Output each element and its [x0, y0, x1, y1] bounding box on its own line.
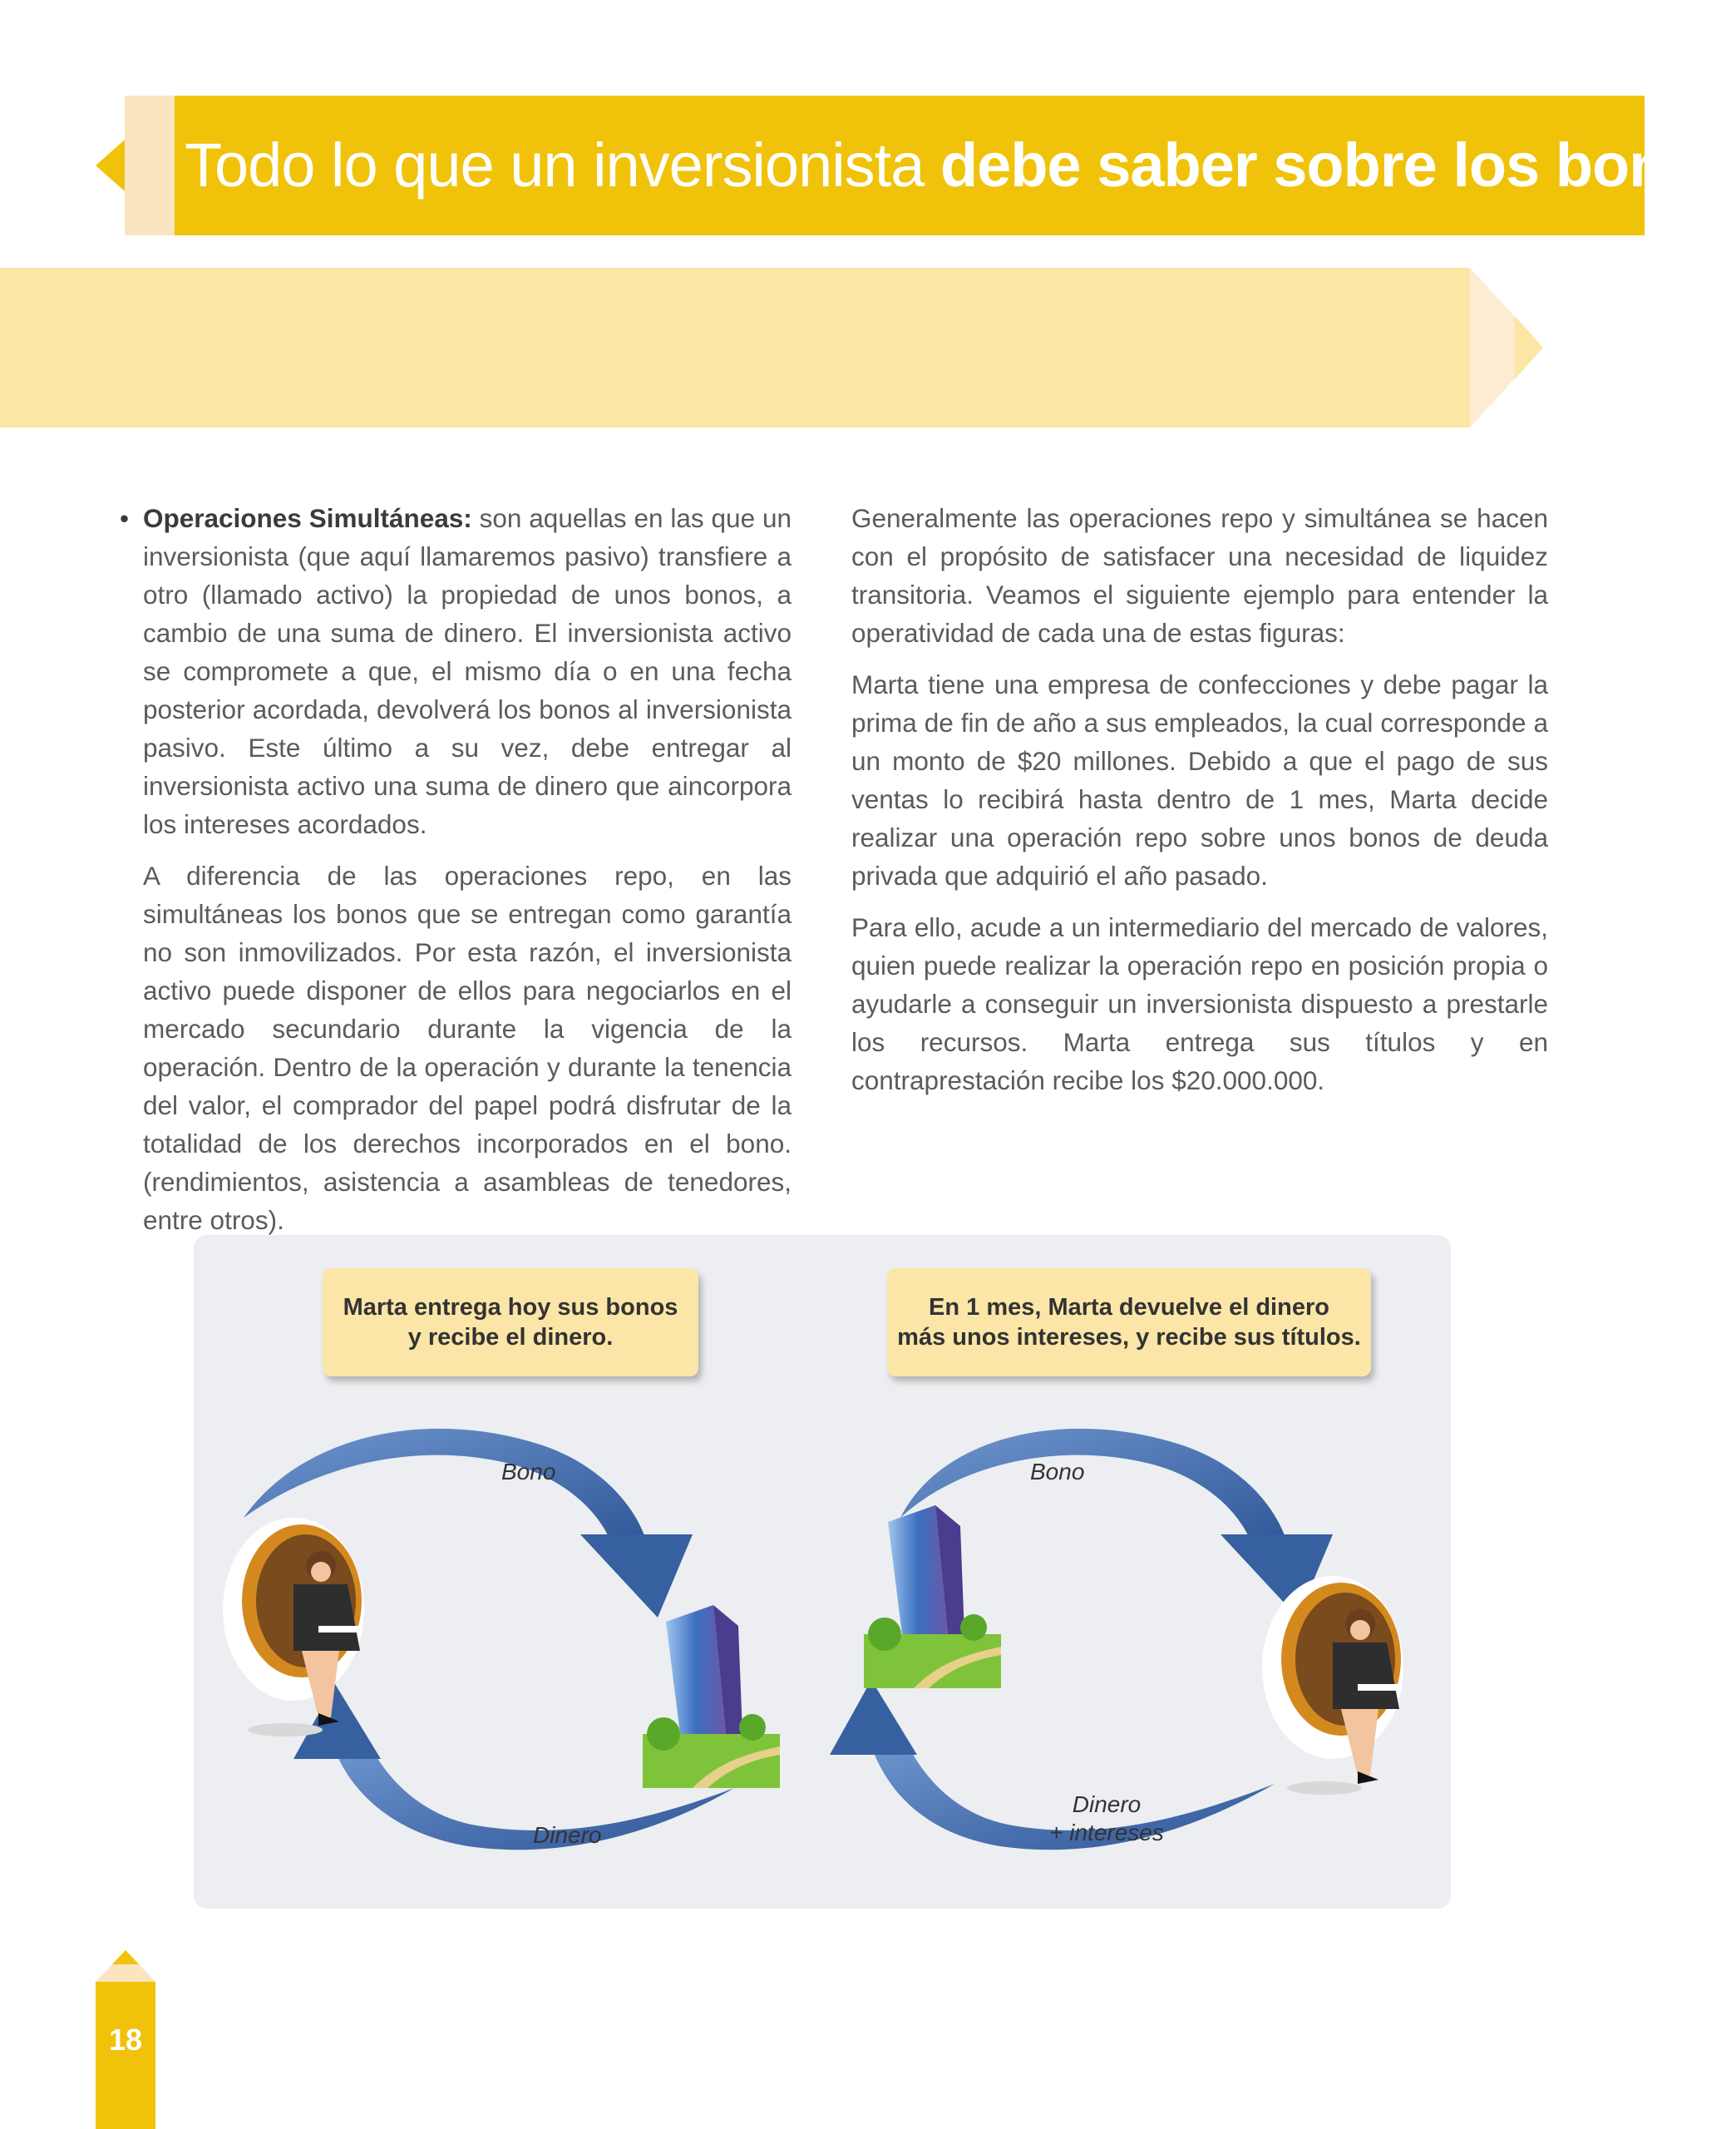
left-note-box — [323, 1268, 698, 1376]
left-paragraph-1-text: son aquellas en las que un inversionista (que aquí llamaremos pasivo) transfiere a otro (llamado activo) la propiedad de unos bonos, a cambio de una suma de dinero. El inversionista activo se compromete a que, el mismo día o en una fecha posterior acordada, devolverá los bonos al inversionista pasivo. Este último a su vez, debe entregar al inversionista activo una suma de dinero que aincorpora los intereses acordados. — [143, 503, 792, 839]
right-dinero-label-line-2: + intereses — [1049, 1820, 1164, 1845]
left-bono-label: Bono — [501, 1459, 556, 1484]
right-paragraph-1: Generalmente las operaciones repo y simultánea se hacen con el propósito de satisfacer una necesidad de liquidez transitoria. Veamos el siguiente ejemplo para entender la operatividad de cada una de estas figuras: — [851, 503, 1548, 648]
left-note-line-1: Marta entrega hoy sus bonos — [343, 1294, 678, 1321]
right-building-illustration — [864, 1505, 1001, 1688]
left-note-line-2: y recibe el dinero. — [407, 1324, 614, 1351]
right-person-illustration — [1262, 1576, 1403, 1795]
subtitle-banner — [0, 268, 1470, 427]
term-heading: Operaciones Simultáneas: — [143, 503, 472, 533]
right-top-arrow — [900, 1429, 1333, 1618]
page-number-pencil-tip — [112, 1950, 139, 1964]
page-number: 18 — [108, 2023, 143, 2057]
right-note-box — [887, 1268, 1371, 1376]
page-title-light: Todo lo que un inversionista — [185, 131, 925, 200]
page-title-bold: debe saber sobre los bonos — [940, 131, 1736, 200]
left-paragraph-2: A diferencia de las operaciones repo, en las simultáneas los bonos que se entregan como garantía no son inmovilizados. Por esta razón, el inversionista activo puede disponer de ellos para negociarlos en el mercado secundario durante la vigencia de la operación. Dentro de la operación y durante la tenencia del valor, el comprador del papel podrá disfrutar de la totalidad de los derechos incorporados en el bono. (rendimientos, asistencia a asambleas de tenedores, entre otros). — [143, 861, 792, 1235]
right-paragraph-2: Marta tiene una empresa de confecciones y debe pagar la prima de fin de año a sus empleados, la cual corresponde a un monto de $20 millones. Debido a que el pago de sus ventas lo recibirá hasta dentro de 1 mes, Marta decide realizar una operación repo sobre unos bonos de deuda privada que adquirió el año pasado. — [851, 669, 1548, 891]
left-paragraph-1 — [143, 499, 792, 843]
right-note-line-2: más unos intereses, y recibe sus títulos. — [897, 1324, 1361, 1351]
right-dinero-label — [1040, 1791, 1173, 1847]
right-paragraph-3: Para ello, acude a un intermediario del mercado de valores, quien puede realizar la operación repo en posición propia o ayudarle a conseguir un inversionista dispuesto a prestarle los recursos. Marta entrega sus títulos y en contraprestación recibe los $20.000.000. — [851, 912, 1548, 1095]
left-building-illustration — [643, 1605, 780, 1788]
right-column — [851, 499, 1548, 1113]
left-column — [120, 499, 792, 1252]
bullet-icon: • — [120, 503, 130, 533]
right-note-line-1: En 1 mes, Marta devuelve el dinero — [929, 1294, 1329, 1321]
left-dinero-label: Dinero — [533, 1822, 602, 1848]
subtitle-banner-tip — [1515, 316, 1543, 379]
right-bono-label: Bono — [1030, 1459, 1085, 1484]
title-banner-wood — [125, 96, 175, 235]
diagram-panel — [194, 1235, 1451, 1909]
right-dinero-label-line-1: Dinero — [1072, 1791, 1142, 1817]
page-title — [185, 96, 1736, 235]
